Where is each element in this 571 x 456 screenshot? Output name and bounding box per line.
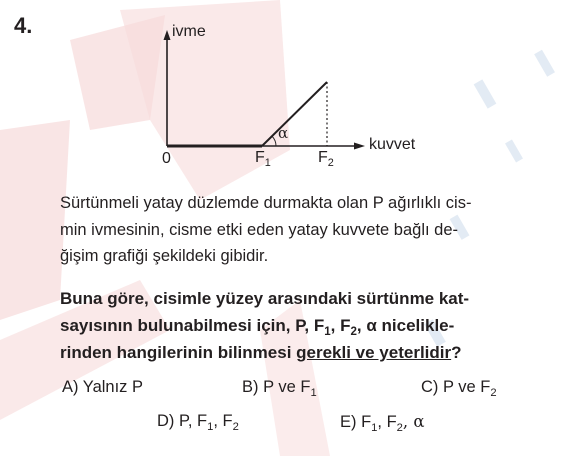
question-number: 4.	[14, 13, 33, 38]
x-axis-label: kuvvet	[369, 136, 416, 153]
question-line: sayısının bulunabilmesi için, P, $F_1$, $F_2$, α nicelikle-	[60, 316, 455, 339]
f2-label: $F_2$	[318, 149, 334, 169]
option-e[interactable]: E) $F_1$, $F_2$, α	[340, 412, 425, 434]
statement-line: ğişim grafiği şekildeki gibidir.	[60, 247, 269, 265]
f1-label: $F_1$	[255, 149, 271, 169]
option-d[interactable]: D) P, $F_1$, $F_2$	[157, 412, 239, 433]
question-line: Buna göre, cisimle yüzey arasındaki sürtünme kat-	[60, 289, 470, 308]
x-axis-arrow-icon	[354, 143, 365, 150]
statement-line: Sürtünmeli yatay düzlemde durmakta olan P ağırlıklı cis-	[60, 194, 472, 212]
option-a[interactable]: A) Yalnız P	[62, 378, 144, 396]
angle-arc	[272, 136, 276, 146]
question-text	[60, 285, 530, 366]
y-axis-arrow-icon	[164, 30, 171, 40]
origin-label: 0	[162, 150, 171, 167]
angle-label: α	[278, 124, 289, 142]
option-b[interactable]: B) P ve $F_1$	[242, 378, 317, 399]
question-line: rinden hangilerinin bilinmesi gerekli ve yeterlidir?	[60, 343, 462, 362]
problem-statement	[60, 190, 530, 270]
underlined-phrase: gerekli ve yeterlidir	[296, 343, 452, 362]
statement-line: min ivmesinin, cisme etki eden yatay kuvvete bağlı de-	[60, 220, 459, 239]
y-axis-label: ivme	[172, 23, 206, 40]
acceleration-force-graph	[0, 0, 571, 180]
rising-segment	[262, 82, 327, 146]
option-c[interactable]: C) P ve $F_2$	[421, 378, 497, 399]
